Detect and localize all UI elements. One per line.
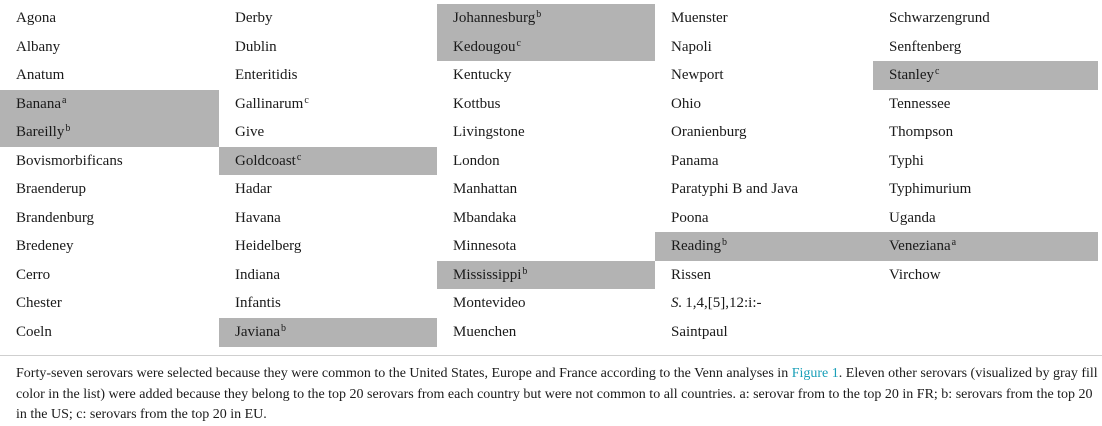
- serovar-cell: [437, 147, 655, 176]
- serovar-footnote-marker: b: [65, 123, 71, 135]
- serovar-name: Agona: [16, 10, 56, 26]
- serovar-name: Give: [235, 124, 265, 141]
- serovar-name: Coeln: [16, 324, 52, 341]
- serovar-cell: [437, 232, 655, 261]
- serovar-cell: [437, 261, 655, 290]
- serovar-name: Manhattan: [453, 181, 518, 198]
- serovar-cell: [219, 261, 437, 290]
- serovar-name: Hadar: [235, 181, 272, 198]
- serovar-footnote-marker: c: [935, 66, 940, 78]
- serovar-name: Kedougou: [453, 38, 516, 55]
- serovar-name: Poona: [671, 209, 709, 226]
- serovar-name: Veneziana: [889, 238, 951, 255]
- serovar-cell: [0, 4, 219, 33]
- serovar-cell: [219, 118, 437, 147]
- serovar-name: Paratyphi B and Java: [671, 181, 799, 198]
- serovar-name: Javiana: [235, 324, 280, 341]
- serovar-name: Braenderup: [16, 181, 86, 198]
- serovar-cell: [0, 90, 219, 119]
- serovar-cell: [0, 318, 219, 347]
- serovar-name: Tennessee: [889, 95, 951, 112]
- serovar-name: Mbandaka: [453, 209, 517, 226]
- serovar-cell: [0, 147, 219, 176]
- serovar-cell: [437, 33, 655, 62]
- serovar-name: Uganda: [889, 209, 936, 226]
- serovar-name: London: [453, 152, 500, 169]
- serovar-name: Bareilly: [16, 124, 65, 141]
- serovar-footnote-marker: c: [304, 94, 309, 106]
- serovar-cell: [219, 90, 437, 119]
- serovar-name: Schwarzengrund: [889, 10, 990, 26]
- serovar-name: Johannesburg: [453, 10, 536, 26]
- serovar-name: Panama: [671, 152, 719, 169]
- serovar-cell: [0, 261, 219, 290]
- serovar-name: Oranienburg: [671, 124, 747, 141]
- serovar-cell: [437, 61, 655, 90]
- serovar-name: Cerro: [16, 266, 51, 283]
- serovar-name: Montevideo: [453, 295, 526, 312]
- serovar-name: Senftenberg: [889, 38, 962, 55]
- footnote-text-after: . Eleven other serovars (visualized by gray fill color in the list) were added because they belong to the top 20 serovars from each country but were not common to all countries. a: serovar from to the top 20 in FR; b: serovars from the top 20 in the US; c: serovars from the top 20 in EU.: [16, 366, 1098, 422]
- serovar-name: Bovismorbificans: [16, 152, 123, 169]
- serovar-cell: [655, 289, 873, 318]
- serovar-prefix: S.: [671, 295, 683, 312]
- serovar-footnote-marker: b: [722, 237, 727, 249]
- serovar-cell: [437, 118, 655, 147]
- serovar-name: Albany: [16, 38, 61, 55]
- serovar-cell: [219, 289, 437, 318]
- serovar-name: Newport: [671, 67, 724, 84]
- serovar-name: Reading: [671, 238, 721, 255]
- figure-1-link[interactable]: Figure 1: [791, 366, 839, 381]
- serovar-cell: [219, 147, 437, 176]
- serovar-cell: [873, 90, 1098, 119]
- serovar-cell: [655, 261, 873, 290]
- serovar-name: Thompson: [889, 124, 954, 141]
- serovar-cell: [437, 318, 655, 347]
- serovar-name: Dublin: [235, 38, 277, 55]
- serovar-cell: [219, 33, 437, 62]
- serovar-cell: [0, 175, 219, 204]
- serovar-cell: [0, 61, 219, 90]
- serovar-cell: [0, 33, 219, 62]
- serovar-name: Brandenburg: [16, 209, 95, 226]
- serovar-name: Saintpaul: [671, 324, 728, 341]
- serovar-cell: [0, 204, 219, 233]
- serovar-name: Typhi: [889, 152, 924, 169]
- serovar-name: Chester: [16, 295, 62, 312]
- serovar-name: Rissen: [671, 266, 712, 283]
- serovar-cell: [655, 232, 873, 261]
- serovar-cell: [219, 318, 437, 347]
- serovar-cell: [655, 90, 873, 119]
- serovar-name: 1,4,[5],12:i:-: [685, 295, 762, 312]
- serovar-name: Muenchen: [453, 324, 517, 341]
- serovar-cell: [437, 175, 655, 204]
- table-footnote: [16, 364, 1098, 426]
- serovar-cell: [873, 147, 1098, 176]
- serovar-name: Minnesota: [453, 238, 517, 255]
- serovar-cell: [873, 61, 1098, 90]
- serovar-cell: [655, 33, 873, 62]
- serovar-name: Heidelberg: [235, 238, 302, 255]
- serovar-name: Infantis: [235, 295, 281, 312]
- serovar-name: Bredeney: [16, 238, 74, 255]
- serovar-name: Gallinarum: [235, 95, 304, 112]
- serovar-cell: [873, 118, 1098, 147]
- serovar-cell: [873, 175, 1098, 204]
- serovar-cell: [219, 61, 437, 90]
- serovar-table: [0, 4, 1098, 347]
- serovar-cell: [655, 175, 873, 204]
- serovar-cell: [219, 175, 437, 204]
- serovar-footnote-marker: b: [536, 9, 542, 20]
- serovar-name: Kottbus: [453, 95, 501, 112]
- serovar-cell: [437, 289, 655, 318]
- serovar-footnote-marker: a: [61, 94, 67, 106]
- serovar-footnote-marker: c: [516, 37, 521, 49]
- serovar-footnote-marker: b: [280, 323, 286, 335]
- serovar-cell: [655, 147, 873, 176]
- serovar-footnote-marker: b: [522, 265, 528, 277]
- serovar-name: Derby: [235, 10, 273, 26]
- serovar-cell: [655, 61, 873, 90]
- serovar-name: Anatum: [16, 67, 65, 84]
- serovar-cell: [219, 204, 437, 233]
- serovar-cell: [655, 318, 873, 347]
- serovar-name: Virchow: [889, 266, 941, 283]
- serovar-footnote-marker: a: [951, 237, 957, 249]
- serovar-cell: [0, 232, 219, 261]
- serovar-name: Enteritidis: [235, 67, 298, 84]
- footnote-divider: [0, 355, 1102, 356]
- serovar-cell: [655, 204, 873, 233]
- serovar-name: Goldcoast: [235, 152, 296, 169]
- serovar-cell: [219, 232, 437, 261]
- serovar-cell: [655, 118, 873, 147]
- serovar-cell: [873, 33, 1098, 62]
- serovar-cell: [437, 4, 655, 33]
- serovar-cell: [873, 4, 1098, 33]
- serovar-cell: [437, 204, 655, 233]
- serovar-name: Mississippi: [453, 266, 522, 283]
- serovar-name: Banana: [16, 95, 61, 112]
- serovar-cell: [0, 289, 219, 318]
- serovar-cell: [873, 261, 1098, 290]
- serovar-name: Indiana: [235, 266, 280, 283]
- serovar-name: Napoli: [671, 38, 712, 55]
- serovar-cell: [219, 4, 437, 33]
- serovar-name: Muenster: [671, 10, 728, 26]
- serovar-cell: [437, 90, 655, 119]
- serovar-name: Ohio: [671, 95, 701, 112]
- serovar-name: Livingstone: [453, 124, 525, 141]
- serovar-cell: [655, 4, 873, 33]
- serovar-cell: [873, 204, 1098, 233]
- footnote-text-before: Forty-seven serovars were selected because they were common to the United States, Europe and France according to the Venn analyses in: [16, 366, 792, 381]
- serovar-name: Typhimurium: [889, 181, 972, 198]
- serovar-cell: [873, 232, 1098, 261]
- serovar-name: Stanley: [889, 67, 934, 84]
- serovar-name: Havana: [235, 209, 281, 226]
- serovar-footnote-marker: c: [296, 151, 302, 163]
- serovar-name: Kentucky: [453, 67, 512, 84]
- serovar-cell: [0, 118, 219, 147]
